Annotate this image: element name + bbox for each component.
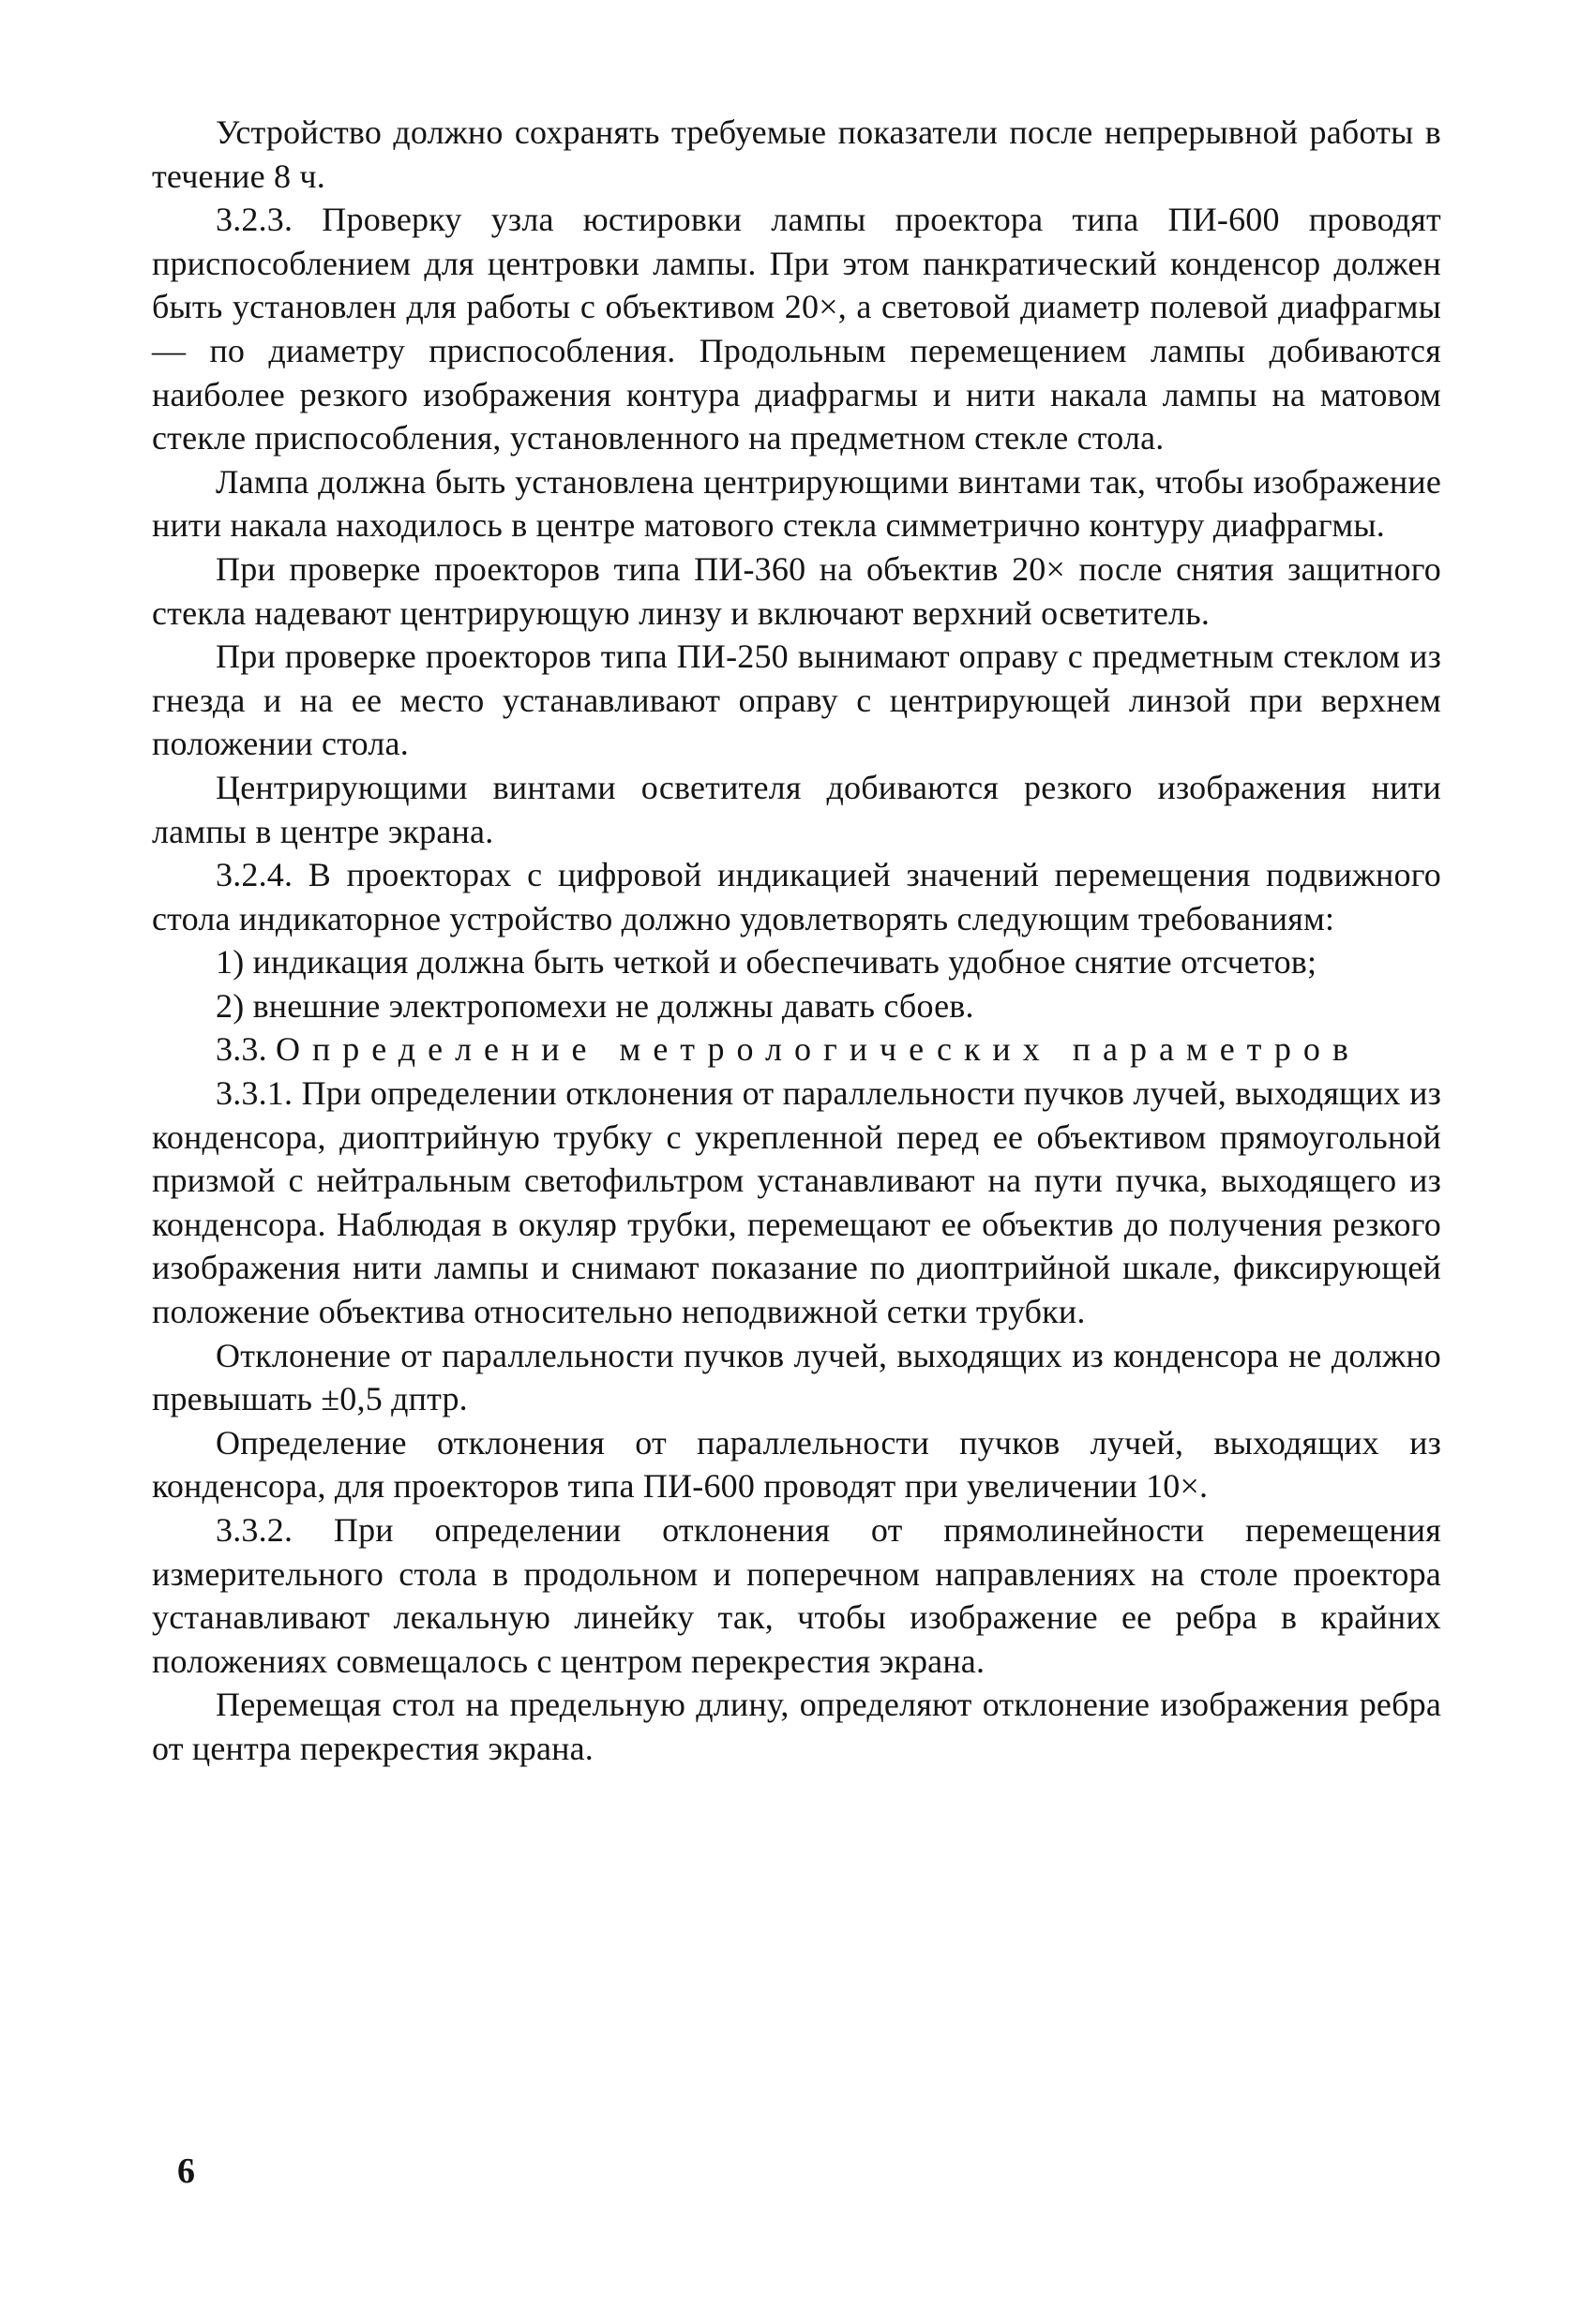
- paragraph-3-2-4: 3.2.4. В проекторах с цифровой индикацией значений перемещения подвижного стола индикаторное устройство должно удовлетворять следующим требованиям:: [152, 856, 1441, 937]
- body-text: [152, 111, 1441, 1771]
- paragraph-3-3-2: 3.3.2. При определении отклонения от прямолинейности перемещения измерительного стола в продольном и поперечном направлениях на столе проектора устанавливают лекальную линейку так, чтобы изображение ее ребра в крайних положениях совмещалось с центром перекрестия экрана.: [152, 1511, 1441, 1680]
- paragraph-pi-600-magnification: Определение отклонения от параллельности пучков лучей, выходящих из конденсора, для проекторов типа ПИ-600 проводят при увеличении 10×.: [152, 1423, 1441, 1506]
- paragraph-centering-screws: Центрирующими винтами осветителя добиваются резкого изображения нити лампы в центре экрана.: [152, 768, 1441, 850]
- paragraph-lamp-centering: Лампа должна быть установлена центрирующими винтами так, чтобы изображение нити накала находилось в центре матового стекла симметрично контуру диафрагмы.: [152, 462, 1441, 545]
- section-number: 3.3.: [216, 1030, 267, 1069]
- paragraph-3-2-3: 3.2.3. Проверку узла юстировки лампы проектора типа ПИ-600 проводят приспособлением для центровки лампы. При этом панкратический конденсор должен быть установлен для работы с объективом 20×, а световой диаметр полевой диафрагмы — по диаметру приспособления. Продольным перемещением лампы добиваются наиболее резкого изображения контура диафрагмы и нити накала лампы на матовом стекле приспособления, установленного на предметном стекле стола.: [152, 201, 1441, 457]
- list-item-1: 1) индикация должна быть четкой и обеспечивать удобное снятие отсчетов;: [216, 943, 1317, 982]
- paragraph-deviation-limit: Отклонение от параллельности пучков лучей, выходящих из конденсора не должно превышать ±0,5 дптр.: [152, 1336, 1441, 1418]
- paragraph-pi-250: При проверке проекторов типа ПИ-250 вынимают оправу с предметным стеклом из гнезда и на ее место устанавливают оправу с центрирующей линзой при верхнем положении стола.: [152, 637, 1441, 763]
- list-item-2: 2) внешние электропомехи не должны давать сбоев.: [216, 986, 974, 1025]
- paragraph-3-3-1: 3.3.1. При определении отклонения от параллельности пучков лучей, выходящих из конденсора, диоптрийную трубку с укрепленной перед ее объективом прямоугольной призмой с нейтральным светофильтром устанавливают на пути пучка, выходящего из конденсора. Наблюдая в окуляр трубки, перемещают ее объектив до получения резкого изображения нити лампы и снимают показание по диоптрийной шкале, фиксирующей положение объектива относительно неподвижной сетки трубки.: [152, 1074, 1441, 1331]
- paragraph-continuation: Устройство должно сохранять требуемые показатели после непрерывной работы в течение 8 ч.: [152, 113, 1441, 195]
- paragraph-pi-360: При проверке проекторов типа ПИ-360 на объектив 20× после снятия защитного стекла надевают центрирующую линзу и включают верхний осветитель.: [152, 549, 1441, 632]
- paragraph-table-movement: Перемещая стол на предельную длину, определяют отклонение изображения ребра от центра перекрестия экрана.: [152, 1686, 1441, 1767]
- section-heading: [152, 1027, 1441, 1072]
- page-number: 6: [177, 2152, 195, 2191]
- section-title: Определение метрологических параметров: [276, 1030, 1361, 1069]
